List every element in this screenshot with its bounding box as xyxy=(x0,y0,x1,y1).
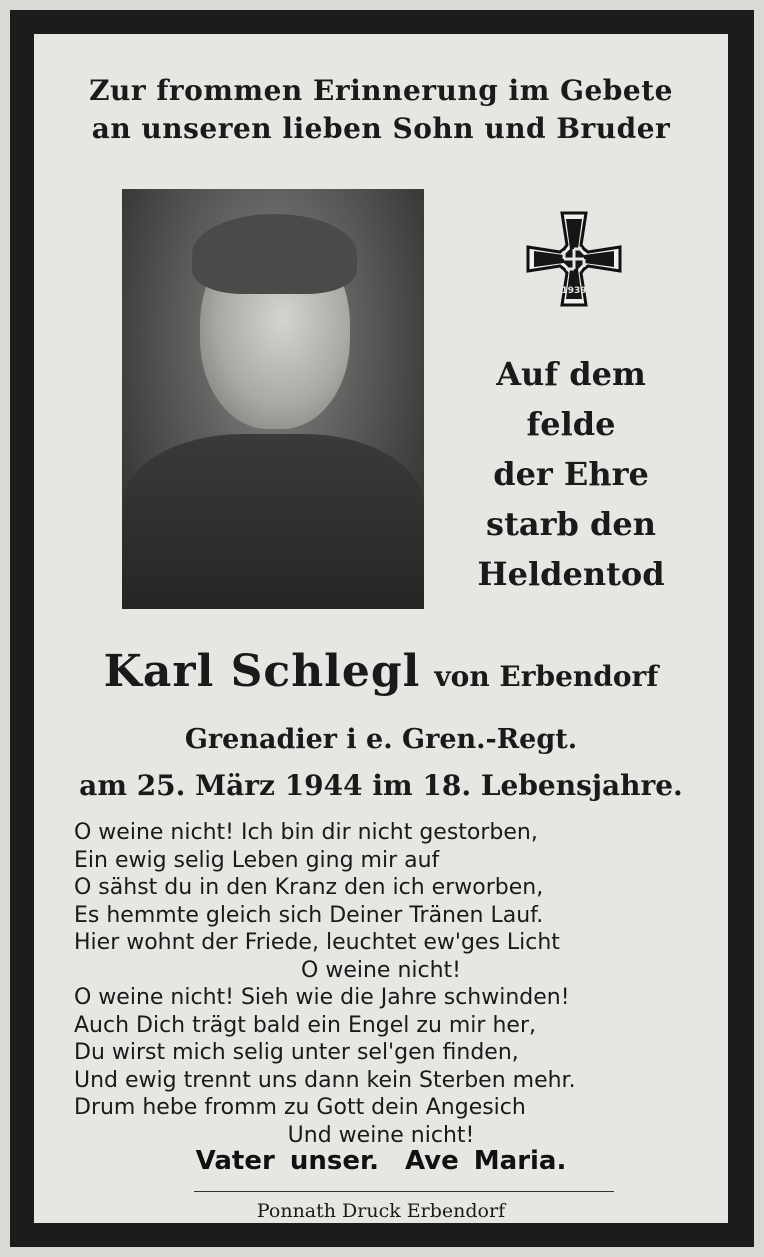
side-text-line-3: der Ehre xyxy=(493,455,649,493)
poem-line: O weine nicht! Sieh wie die Jahre schwinden! xyxy=(74,985,570,1010)
poem-line: Hier wohnt der Friede, leuchtet ew'ges Licht xyxy=(74,930,560,955)
side-text-line-4: starb den xyxy=(486,505,656,543)
card-paper xyxy=(34,34,728,1223)
hair-shape xyxy=(192,214,357,294)
cross-year: 1939 xyxy=(561,286,587,296)
heading-line-2: an unseren lieben Sohn und Bruder xyxy=(91,112,671,145)
poem-line: Du wirst mich selig unter sel'gen finden, xyxy=(74,1040,519,1065)
poem-line: Auch Dich trägt bald ein Engel zu mir her, xyxy=(74,1012,536,1038)
side-text-line-1: Auf dem xyxy=(496,355,646,393)
poem-line: O weine nicht! Ich bin dir nicht gestorben, xyxy=(74,820,538,845)
poem-line: Und ewig trennt uns dann kein Sterben mehr. xyxy=(74,1067,576,1093)
prayer-ave-maria: Ave Maria. xyxy=(404,1146,567,1176)
poem-line: Drum hebe fromm zu Gott dein Angesich xyxy=(74,1095,526,1120)
poem-line: Es hemmte gleich sich Deiner Tränen Lauf. xyxy=(74,902,544,928)
deceased-origin: von Erbendorf xyxy=(434,660,659,693)
prayer-vater-unser: Vater unser. xyxy=(195,1146,379,1176)
iron-cross-icon xyxy=(524,209,624,309)
prayer-line xyxy=(34,1146,728,1176)
poem-line: O weine nicht! xyxy=(301,957,461,983)
name-line xyxy=(34,646,728,697)
deceased-name: Karl Schlegl xyxy=(103,646,421,697)
poem-line: Und weine nicht! xyxy=(287,1122,475,1148)
memorial-card xyxy=(10,10,754,1247)
side-text-line-5: Heldentod xyxy=(477,555,665,593)
divider-rule xyxy=(194,1191,614,1192)
poem-line: Ein ewig selig Leben ging mir auf xyxy=(74,847,440,873)
poem-line: O sähst du in den Kranz den ich erworben, xyxy=(74,875,544,900)
printer-imprint: Ponnath Druck Erbendorf xyxy=(256,1200,506,1222)
military-rank: Grenadier i e. Gren.-Regt. xyxy=(184,724,578,755)
death-date: am 25. März 1944 im 18. Lebensjahre. xyxy=(79,769,683,802)
heading-line-1: Zur frommen Erinnerung im Gebete xyxy=(89,74,673,107)
memorial-poem xyxy=(74,819,728,1149)
soldier-portrait-photo xyxy=(122,189,424,609)
uniform-shape xyxy=(122,434,424,609)
side-text-line-2: felde xyxy=(526,405,616,443)
